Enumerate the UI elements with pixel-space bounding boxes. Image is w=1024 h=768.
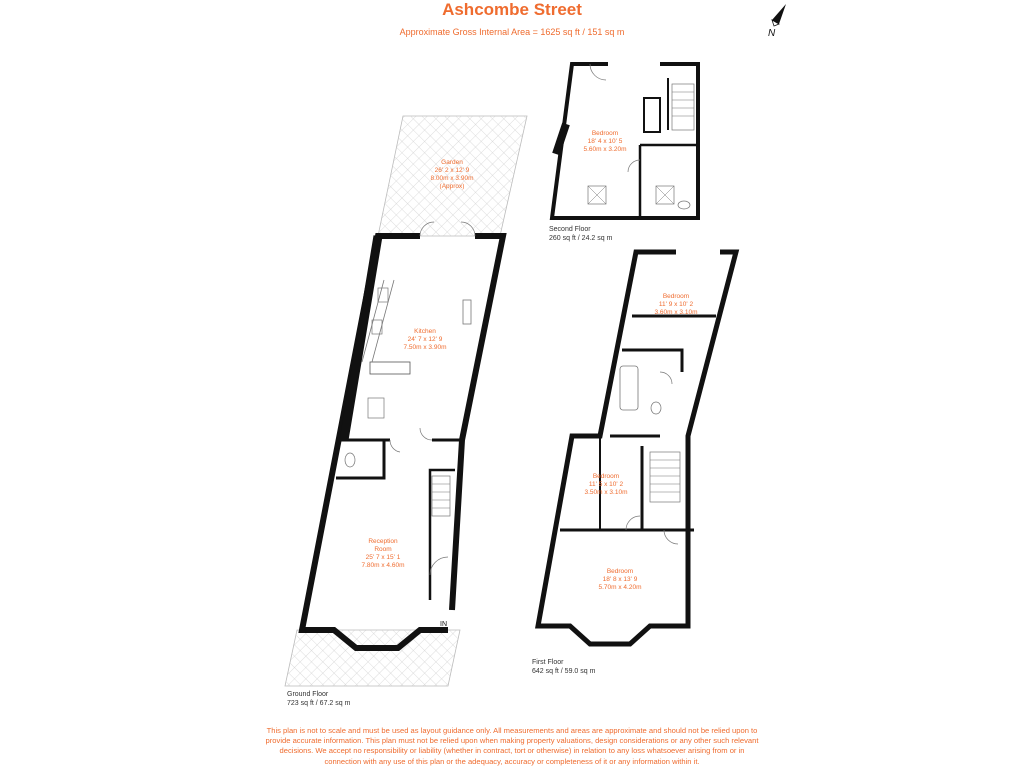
- ground-floor-area: 723 sq ft / 67.2 sq m: [287, 700, 351, 707]
- svg-text:3.50m x 3.10m: 3.50m x 3.10m: [584, 489, 628, 496]
- disclaimer-line-4: connection with any use of this plan or the adequacy, accuracy or completeness of it or any information within it.: [324, 756, 700, 766]
- svg-text:Bedroom: Bedroom: [662, 293, 690, 300]
- svg-text:11' 9 x 10' 2: 11' 9 x 10' 2: [658, 301, 694, 308]
- svg-text:Reception: Reception: [368, 538, 398, 545]
- compass-label: N: [768, 28, 776, 39]
- first-floor-area: 642 sq ft / 59.0 sq m: [532, 668, 596, 675]
- ground-floor-label: Ground Floor: [287, 691, 329, 698]
- svg-text:24' 7 x 12' 9: 24' 7 x 12' 9: [407, 336, 443, 343]
- svg-text:7.50m x 3.90m: 7.50m x 3.90m: [403, 344, 447, 351]
- gross-area: Approximate Gross Internal Area = 1625 sq ft / 151 sq m: [399, 27, 625, 37]
- page-title: Ashcombe Street: [442, 0, 582, 19]
- front-garden-area: [285, 630, 460, 686]
- svg-text:8.00m x 3.90m: 8.00m x 3.90m: [430, 175, 474, 182]
- disclaimer: [226, 726, 798, 767]
- svg-text:Kitchen: Kitchen: [414, 328, 436, 335]
- disclaimer-line-2: provide accurate information. This plan must not be relied upon when making property valuations, design considerations or any other such relevant: [265, 736, 759, 746]
- second-floor-label: Second Floor: [549, 226, 591, 233]
- svg-text:5.60m x 3.20m: 5.60m x 3.20m: [583, 146, 627, 153]
- ground-floor-walls: [302, 222, 503, 648]
- first-floor-middle-bedroom-label: [585, 473, 628, 496]
- svg-text:Bedroom: Bedroom: [591, 130, 619, 137]
- second-floor-area: 260 sq ft / 24.2 sq m: [549, 235, 613, 242]
- kitchen-label: [404, 328, 447, 351]
- second-floor-bedroom-label: [584, 130, 627, 153]
- svg-text:26' 2 x 12' 9: 26' 2 x 12' 9: [434, 167, 470, 174]
- compass-icon: [768, 4, 786, 39]
- svg-text:Garden: Garden: [441, 159, 463, 166]
- svg-text:Room: Room: [374, 546, 392, 553]
- svg-text:18' 8 x 13' 9: 18' 8 x 13' 9: [602, 576, 638, 583]
- svg-text:Bedroom: Bedroom: [592, 473, 620, 480]
- entrance-label: IN: [440, 621, 447, 628]
- reception-room-label: [362, 538, 405, 569]
- svg-text:3.60m x 3.10m: 3.60m x 3.10m: [654, 309, 698, 316]
- svg-text:5.70m x 4.20m: 5.70m x 4.20m: [598, 584, 642, 591]
- disclaimer-line-1: This plan is not to scale and must be used as layout guidance only. All measurements and areas are approximate and should not be relied upon to: [266, 726, 758, 735]
- svg-text:11' 5 x 10' 2: 11' 5 x 10' 2: [588, 481, 624, 488]
- first-floor-front-bedroom-label: [599, 568, 642, 591]
- first-floor-rear-bedroom-label: [655, 293, 698, 316]
- svg-text:25' 7 x 15' 1: 25' 7 x 15' 1: [365, 554, 401, 561]
- disclaimer-line-3: decisions. We accept no responsibility or liability (whether in contract, tort or otherwise) in relation to any loss whatsoever arising from or in: [279, 746, 745, 756]
- svg-text:7.80m x 4.60m: 7.80m x 4.60m: [361, 562, 405, 569]
- first-floor-label: First Floor: [532, 659, 564, 666]
- second-floor-walls: [552, 64, 698, 218]
- svg-text:(Approx): (Approx): [439, 183, 465, 190]
- svg-text:18' 4 x 10' 5: 18' 4 x 10' 5: [587, 138, 623, 145]
- svg-text:Bedroom: Bedroom: [606, 568, 634, 575]
